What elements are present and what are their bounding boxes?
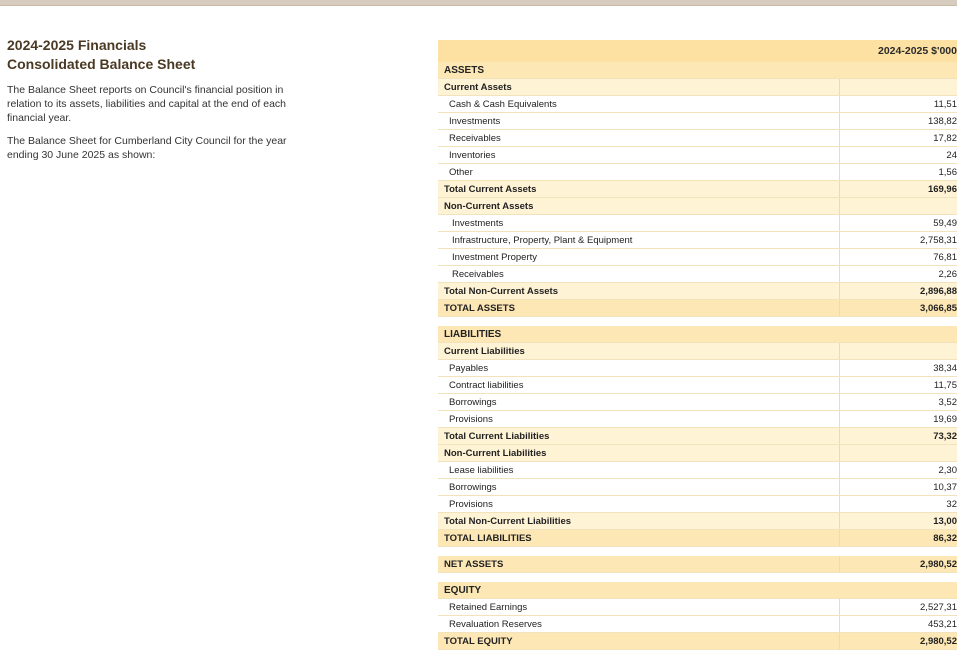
total-row [438,181,957,198]
row-label: TOTAL LIABILITIES [444,532,532,544]
row-value: 17,82 [839,130,957,146]
net-assets-row [438,556,957,573]
row-value: 13,00 [839,513,957,529]
row-value: 38,34 [839,360,957,376]
row-value: 2,980,52 [839,633,957,649]
section-row-liabilities [438,326,957,343]
intro-paragraph: The Balance Sheet reports on Council's financial position in relation to its assets, liabilities and capital at the end of each financial year. [7,84,286,124]
table-row [438,496,957,513]
table-row [438,96,957,113]
column-header-label: 2024-2025 $'000 [878,45,957,57]
row-value: 10,37 [839,479,957,495]
row-label: Investments [452,217,504,229]
row-label: Cash & Cash Equivalents [449,98,557,110]
page-subtitle: Consolidated Balance Sheet [7,56,196,72]
row-value: 24 [839,147,957,163]
intro-panel [7,36,297,162]
row-label: Provisions [449,498,493,510]
row-label: Receivables [449,132,501,144]
row-label: Contract liabilities [449,379,524,391]
section-gap [438,573,957,582]
row-label: Investment Property [452,251,538,263]
row-label: Current Liabilities [444,345,525,357]
row-label: Borrowings [449,396,497,408]
row-label: Other [449,166,473,178]
total-row [438,283,957,300]
table-row [438,411,957,428]
row-value: 32 [839,496,957,512]
row-label: Total Non-Current Assets [444,285,559,297]
row-label: Non-Current Liabilities [444,447,547,459]
section-gap [438,547,957,556]
table-row [438,599,957,616]
table-row [438,479,957,496]
subsection-row [438,445,957,462]
row-label: Lease liabilities [449,464,514,476]
row-value: 2,30 [839,462,957,478]
row-label: ASSETS [444,64,485,76]
table-row [438,249,957,266]
grand-total-row [438,530,957,547]
row-value: 59,49 [839,215,957,231]
table-row [438,394,957,411]
row-label: Borrowings [449,481,497,493]
row-value [839,198,957,214]
row-value: 2,896,88 [839,283,957,299]
section-row-equity [438,582,957,599]
row-label: LIABILITIES [444,328,502,340]
column-header [438,40,957,62]
total-row [438,428,957,445]
row-value [839,79,957,95]
row-value: 2,980,52 [839,556,957,572]
table-row [438,147,957,164]
row-value: 169,96 [839,181,957,197]
row-label: NET ASSETS [444,558,504,570]
row-value [839,445,957,461]
table-row [438,232,957,249]
section-row-assets [438,62,957,79]
row-label: Total Current Assets [444,183,537,195]
row-value: 3,52 [839,394,957,410]
row-value: 2,758,31 [839,232,957,248]
row-value: 11,75 [839,377,957,393]
row-value: 2,527,31 [839,599,957,615]
row-value [839,343,957,359]
row-label: Revaluation Reserves [449,618,542,630]
row-value: 19,69 [839,411,957,427]
grand-total-row [438,300,957,317]
row-value: 76,81 [839,249,957,265]
balance-sheet-table [438,40,957,650]
row-label: Investments [449,115,501,127]
table-row [438,360,957,377]
row-label: Non-Current Assets [444,200,534,212]
row-label: TOTAL ASSETS [444,302,515,314]
row-label: Receivables [452,268,504,280]
intro-paragraph: The Balance Sheet for Cumberland City Council for the year ending 30 June 2025 as shown: [7,135,287,161]
section-gap [438,317,957,326]
row-value: 3,066,85 [839,300,957,316]
table-row [438,266,957,283]
row-label: Total Non-Current Liabilities [444,515,572,527]
table-row [438,164,957,181]
row-value: 1,56 [839,164,957,180]
row-label: Payables [449,362,489,374]
table-row [438,215,957,232]
row-label: EQUITY [444,584,482,596]
row-value: 86,32 [839,530,957,546]
subsection-row [438,343,957,360]
table-row [438,113,957,130]
row-label: Provisions [449,413,493,425]
top-nav-bar [0,0,957,6]
row-label: Infrastructure, Property, Plant & Equipment [452,234,633,246]
subsection-row [438,79,957,96]
row-label: Current Assets [444,81,512,93]
subsection-row [438,198,957,215]
row-label: Total Current Liabilities [444,430,550,442]
row-value: 138,82 [839,113,957,129]
table-row [438,130,957,147]
table-row [438,377,957,394]
row-label: Inventories [449,149,496,161]
row-value: 2,26 [839,266,957,282]
grand-total-row [438,633,957,650]
table-row [438,462,957,479]
page-title: 2024-2025 Financials [7,37,147,53]
row-value: 453,21 [839,616,957,632]
row-value: 73,32 [839,428,957,444]
total-row [438,513,957,530]
row-value: 11,51 [839,96,957,112]
row-label: Retained Earnings [449,601,528,613]
row-label: TOTAL EQUITY [444,635,513,647]
table-row [438,616,957,633]
